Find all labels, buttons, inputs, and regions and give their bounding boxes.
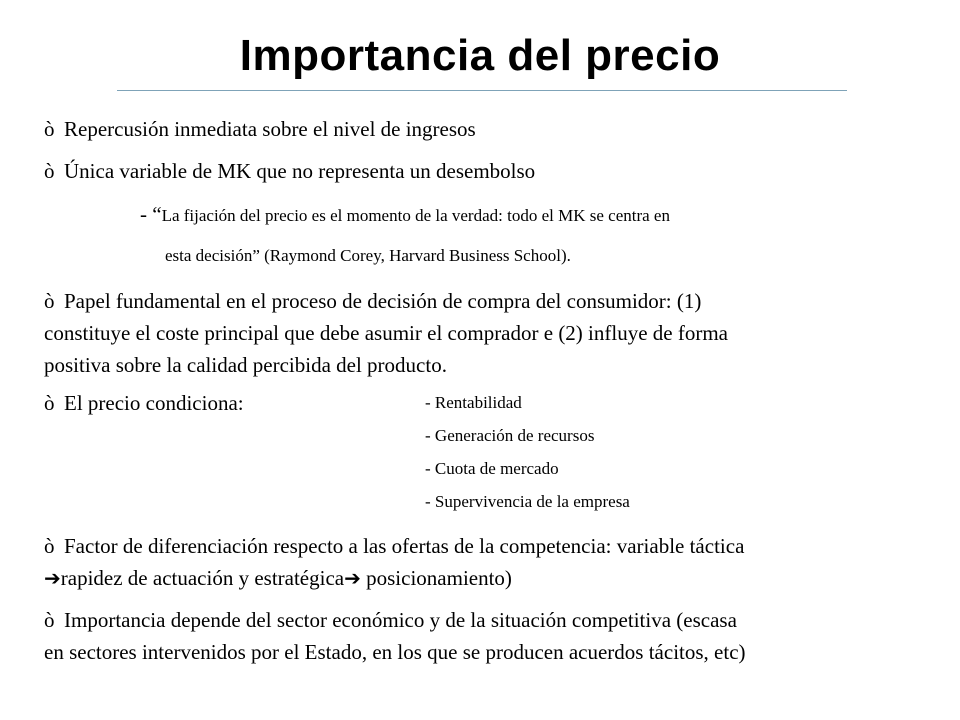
condiciona-item: - Generación de recursos bbox=[425, 426, 595, 445]
bullet-text: Papel fundamental en el proceso de decisión de compra del consumidor: (1) bbox=[64, 289, 702, 313]
arrow-right-icon: ➔ bbox=[344, 566, 361, 590]
bullet-glyph: ò bbox=[44, 534, 55, 558]
bullet-glyph: ò bbox=[44, 117, 55, 141]
quote-line-2: esta decisión” (Raymond Corey, Harvard Business School). bbox=[165, 246, 571, 265]
bullet-glyph: ò bbox=[44, 289, 55, 313]
title-underline bbox=[117, 90, 847, 91]
bullet-glyph: ò bbox=[44, 159, 55, 183]
bullet-text: posicionamiento) bbox=[360, 566, 512, 590]
bullet-text: rapidez de actuación y estratégica bbox=[60, 566, 345, 590]
bullet-importancia-line-2: en sectores intervenidos por el Estado, en los que se producen acuerdos tácitos, etc) bbox=[44, 640, 746, 664]
arrow-right-icon: ➔ bbox=[44, 566, 61, 590]
bullet-ingresos bbox=[44, 113, 476, 145]
bullet-papel-line-3: positiva sobre la calidad percibida del producto. bbox=[44, 353, 447, 377]
bullet-text: Factor de diferenciación respecto a las ofertas de la competencia: variable táctica bbox=[64, 534, 745, 558]
bullet-text: Importancia depende del sector económico y de la situación competitiva (escasa bbox=[64, 608, 737, 632]
bullet-text: El precio condiciona: bbox=[64, 391, 244, 415]
bullet-diferenciacion-line-2 bbox=[44, 562, 512, 594]
quote-text-1: La fijación del precio es el momento de la verdad: todo el MK se centra en bbox=[161, 206, 670, 225]
bullet-importancia-line-1 bbox=[44, 604, 737, 636]
bullet-diferenciacion-line-1 bbox=[44, 530, 744, 562]
quote-dash: - “ bbox=[140, 202, 162, 226]
bullet-papel-line-2: constituye el coste principal que debe asumir el comprador e (2) influye de forma bbox=[44, 321, 728, 345]
bullet-glyph: ò bbox=[44, 608, 55, 632]
quote-line-1 bbox=[140, 198, 670, 230]
condiciona-item: - Rentabilidad bbox=[425, 393, 522, 412]
bullet-text: Única variable de MK que no representa un desembolso bbox=[64, 159, 536, 183]
bullet-papel-line-1 bbox=[44, 285, 701, 317]
condiciona-item: - Supervivencia de la empresa bbox=[425, 492, 630, 511]
condiciona-item: - Cuota de mercado bbox=[425, 459, 559, 478]
slide-title: Importancia del precio bbox=[239, 31, 721, 80]
bullet-text: Repercusión inmediata sobre el nivel de ingresos bbox=[64, 117, 476, 141]
bullet-glyph: ò bbox=[44, 391, 55, 415]
bullet-condiciona bbox=[44, 387, 244, 419]
bullet-desembolso bbox=[44, 155, 535, 187]
